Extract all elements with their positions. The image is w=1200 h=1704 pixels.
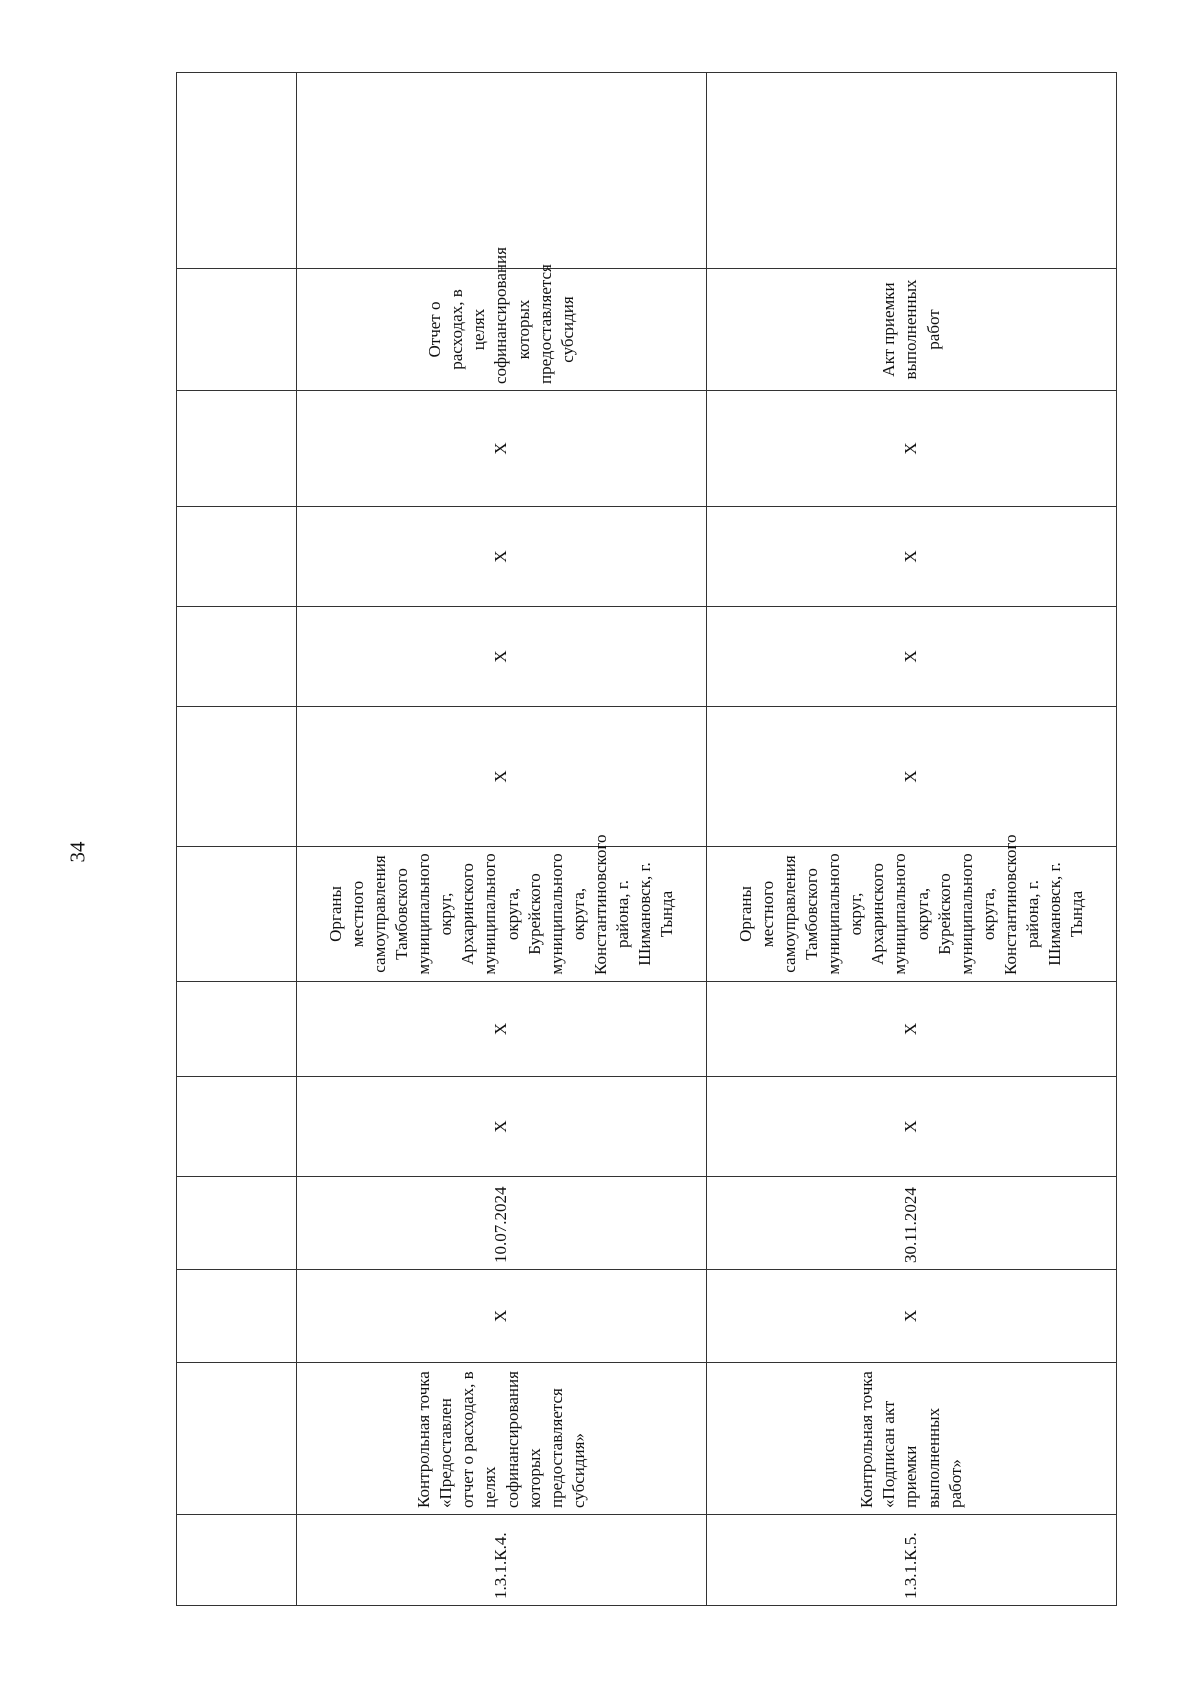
row-mark: X — [297, 982, 707, 1077]
row-responsible-org: Органы местного самоуправления Тамбовского муниципального округ, Архаринского муниципального округа, Бурейского муниципального округа, Константиновского района, г. Шимановск, г. Тында — [297, 847, 707, 982]
row-mark: X — [707, 982, 1117, 1077]
control-points-table — [176, 72, 1117, 1606]
row-date: 30.11.2024 — [707, 1177, 1117, 1270]
row-document: Отчет о расходах, в целях софинансирования которых предоставляется субсидия — [297, 269, 707, 391]
rotated-table-frame — [176, 73, 1116, 1606]
row-mark: X — [297, 707, 707, 847]
row-mark: X — [297, 607, 707, 707]
table-cell-empty — [177, 1270, 297, 1363]
row-mark: X — [707, 607, 1117, 707]
row-last-empty — [707, 73, 1117, 269]
table-cell-empty — [177, 1177, 297, 1270]
row-code: 1.3.1.К.5. — [707, 1515, 1117, 1606]
table-cell-empty — [177, 982, 297, 1077]
row-mark: X — [707, 507, 1117, 607]
row-mark: X — [707, 1270, 1117, 1363]
row-mark: X — [707, 707, 1117, 847]
row-mark: X — [297, 391, 707, 507]
row-responsible-org: Органы местного самоуправления Тамбовского муниципального округ, Архаринского муниципального округа, Бурейского муниципального округа, Константиновского района, г. Шимановск, г. Тында — [707, 847, 1117, 982]
table-cell-empty — [177, 1515, 297, 1606]
row-mark: X — [707, 1077, 1117, 1177]
row-code: 1.3.1.К.4. — [297, 1515, 707, 1606]
table-cell-empty — [177, 607, 297, 707]
table-row-k5 — [707, 73, 1117, 1606]
table-row-k4 — [297, 73, 707, 1606]
row-last-empty — [297, 73, 707, 269]
row-mark: X — [297, 1270, 707, 1363]
table-cell-empty — [177, 507, 297, 607]
row-mark: X — [297, 507, 707, 607]
table-cell-empty — [177, 707, 297, 847]
table-cell-empty — [177, 391, 297, 507]
table-cell-empty — [177, 847, 297, 982]
table-cell-empty — [177, 73, 297, 269]
table-row-top-partial — [177, 73, 297, 1606]
table-container — [176, 73, 1116, 1606]
table-cell-empty — [177, 269, 297, 391]
row-name: Контрольная точка «Предоставлен отчет о расходах, в целях софинансирования которых предоставляется субсидия» — [297, 1363, 707, 1515]
row-mark: X — [297, 1077, 707, 1177]
table-cell-empty — [177, 1077, 297, 1177]
row-date: 10.07.2024 — [297, 1177, 707, 1270]
table-cell-empty — [177, 1363, 297, 1515]
row-mark: X — [707, 391, 1117, 507]
row-document: Акт приемки выполненных работ — [707, 269, 1117, 391]
page-number: 34 — [65, 841, 90, 863]
row-name: Контрольная точка «Подписан акт приемки выполненных работ» — [707, 1363, 1117, 1515]
